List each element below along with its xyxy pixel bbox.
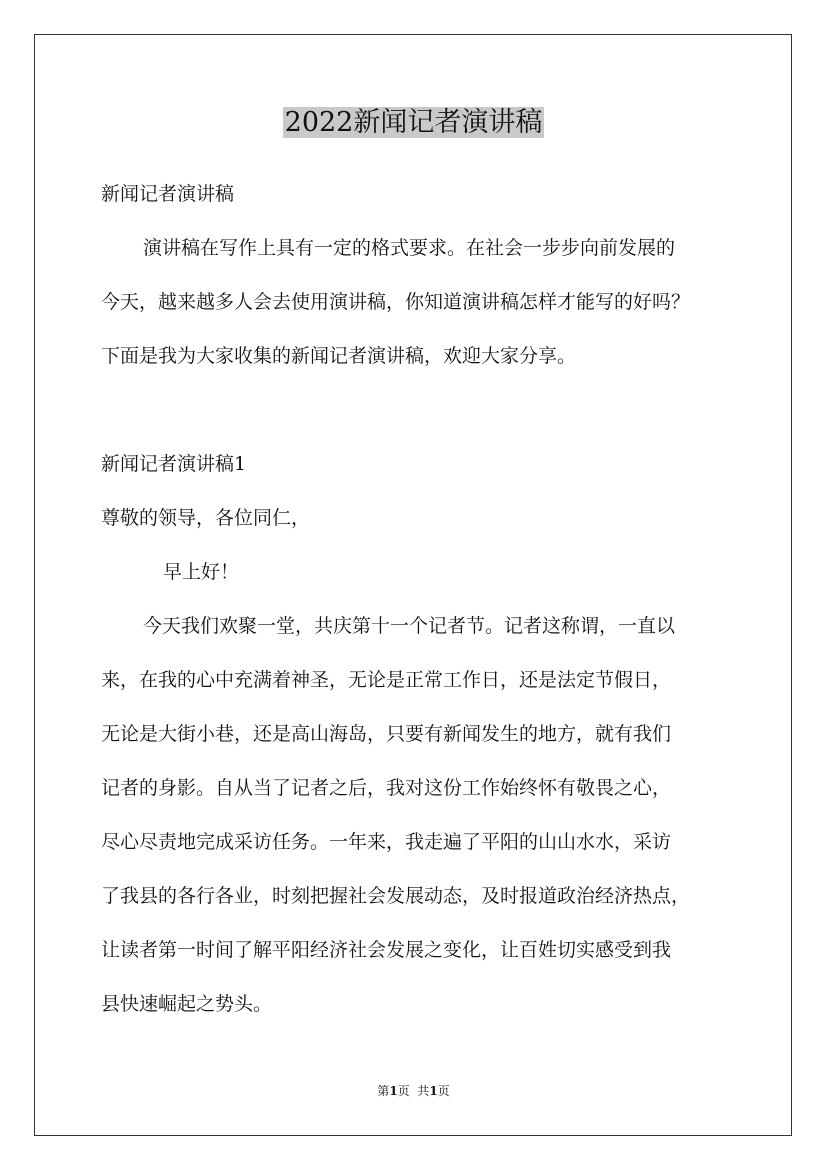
body-line-6: 了我县的各行各业，时刻把握社会发展动态，及时报道政治经济热点，	[101, 885, 691, 907]
body-line-2: 来，在我的心中充满着神圣，无论是正常工作日，还是法定节假日，	[101, 669, 672, 691]
body-line-1: 今天我们欢聚一堂，共庆第十一个记者节。记者这称谓，一直以	[143, 615, 676, 637]
salutation: 尊敬的领导，各位同仁，	[101, 507, 311, 529]
document-title	[0, 104, 827, 142]
body-line-7: 让读者第一时间了解平阳经济社会发展之变化，让百姓切实感受到我	[101, 939, 672, 961]
body-line-4: 记者的身影。自从当了记者之后，我对这份工作始终怀有敬畏之心，	[101, 777, 672, 799]
document-subtitle: 新闻记者演讲稿	[101, 183, 235, 205]
document-title-text: 2022新闻记者演讲稿	[284, 107, 543, 138]
footer-prefix: 第	[377, 1084, 390, 1098]
footer-page-number: 1	[389, 1084, 398, 1098]
footer-suffix: 页	[437, 1084, 450, 1098]
page-footer	[0, 1083, 827, 1099]
intro-line-1: 演讲稿在写作上具有一定的格式要求。在社会一步步向前发展的	[143, 237, 676, 259]
section-heading: 新闻记者演讲稿1	[101, 453, 247, 475]
intro-line-2: 今天，越来越多人会去使用演讲稿，你知道演讲稿怎样才能写的好吗？	[101, 291, 691, 313]
intro-line-3: 下面是我为大家收集的新闻记者演讲稿，欢迎大家分享。	[101, 345, 577, 367]
footer-total-pages: 1	[429, 1084, 438, 1098]
body-line-3: 无论是大街小巷，还是高山海岛，只要有新闻发生的地方，就有我们	[101, 723, 672, 745]
body-line-5: 尽心尽责地完成采访任务。一年来，我走遍了平阳的山山水水，采访	[101, 831, 672, 853]
body-line-8: 县快速崛起之势头。	[101, 993, 273, 1015]
greeting: 早上好！	[163, 561, 240, 583]
footer-middle: 页 共	[397, 1084, 430, 1098]
